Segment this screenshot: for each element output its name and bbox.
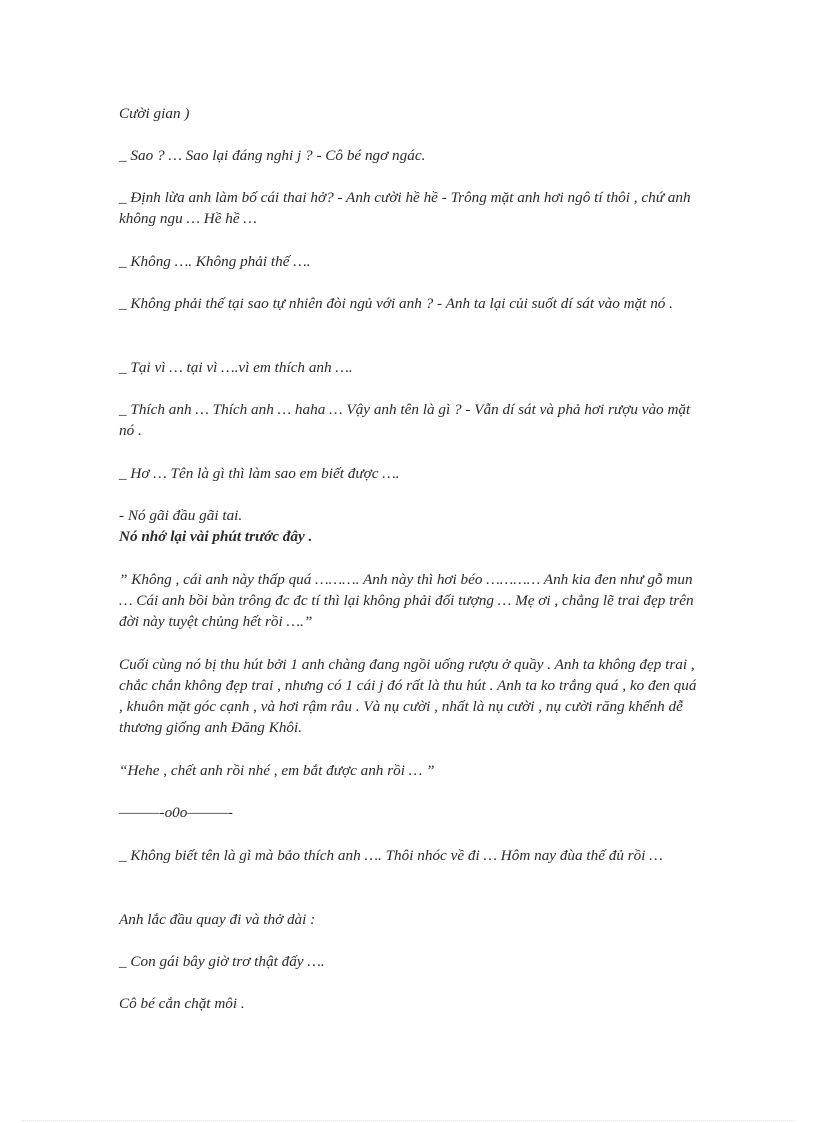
paragraph: Cô bé cắn chặt môi . xyxy=(119,995,245,1012)
paragraph: _ Thích anh … Thích anh … haha … Vậy anh tên là gì ? - Vẫn dí sát và phả hơi rượu vào mặt nó . xyxy=(119,401,695,439)
paragraph: - Nó gãi đầu gãi tai. xyxy=(119,507,243,524)
section-separator: ———-o0o———- xyxy=(119,804,233,821)
paragraph: Cười gian ) xyxy=(119,105,190,122)
paragraph: Anh lắc đầu quay đi và thở dài : xyxy=(119,911,316,928)
page-bottom-divider xyxy=(22,1120,794,1121)
paragraph: ” Không , cái anh này thấp quá ………. Anh này thì hơi béo ………… Anh kia đen như gỗ mun … Cái anh bồi bàn trông đc đc tí thì lại không phải đối tượng … Mẹ ơi , chẳng lẽ trai đẹp trên đời này tuyệt chủng hết rồi ….” xyxy=(119,571,698,630)
paragraph: Cuối cùng nó bị thu hút bởi 1 anh chàng đang ngồi uống rượu ở quầy . Anh ta không đẹp trai , chắc chắn không đẹp trai , nhưng có 1 cái j đó rất là thu hút . Anh ta ko trắng quá , ko đen quá , khuôn mặt góc cạnh , và hơi rậm râu . Và nụ cười , nhất là nụ cười , nụ cười răng khểnh dễ thương giống anh Đăng Khôi. xyxy=(119,656,701,736)
paragraph: _ Con gái bây giờ trơ thật đấy …. xyxy=(119,953,325,970)
paragraph: _ Định lừa anh làm bố cái thai hở? - Anh cười hề hề - Trông mặt anh hơi ngô tí thôi , chứ anh không ngu … Hề hề … xyxy=(119,189,695,227)
flashback-heading: Nó nhớ lại vài phút trước đây . xyxy=(119,528,313,545)
paragraph: _ Sao ? … Sao lại đáng nghi j ? - Cô bé ngơ ngác. xyxy=(119,147,426,164)
paragraph: _ Tại vì … tại vì ….vì em thích anh …. xyxy=(119,359,353,376)
paragraph: “Hehe , chết anh rồi nhé , em bắt được anh rồi … ” xyxy=(119,762,435,779)
paragraph: _ Hơ … Tên là gì thì làm sao em biết được …. xyxy=(119,465,400,482)
paragraph: _ Không biết tên là gì mà bảo thích anh …. Thôi nhóc về đi … Hôm nay đùa thế đủ rồi … xyxy=(119,847,663,864)
paragraph: _ Không phải thế tại sao tự nhiên đòi ngủ với anh ? - Anh ta lại củi suốt dí sát vào mặt nó . xyxy=(119,295,673,312)
paragraph: _ Không …. Không phải thế …. xyxy=(119,253,311,270)
